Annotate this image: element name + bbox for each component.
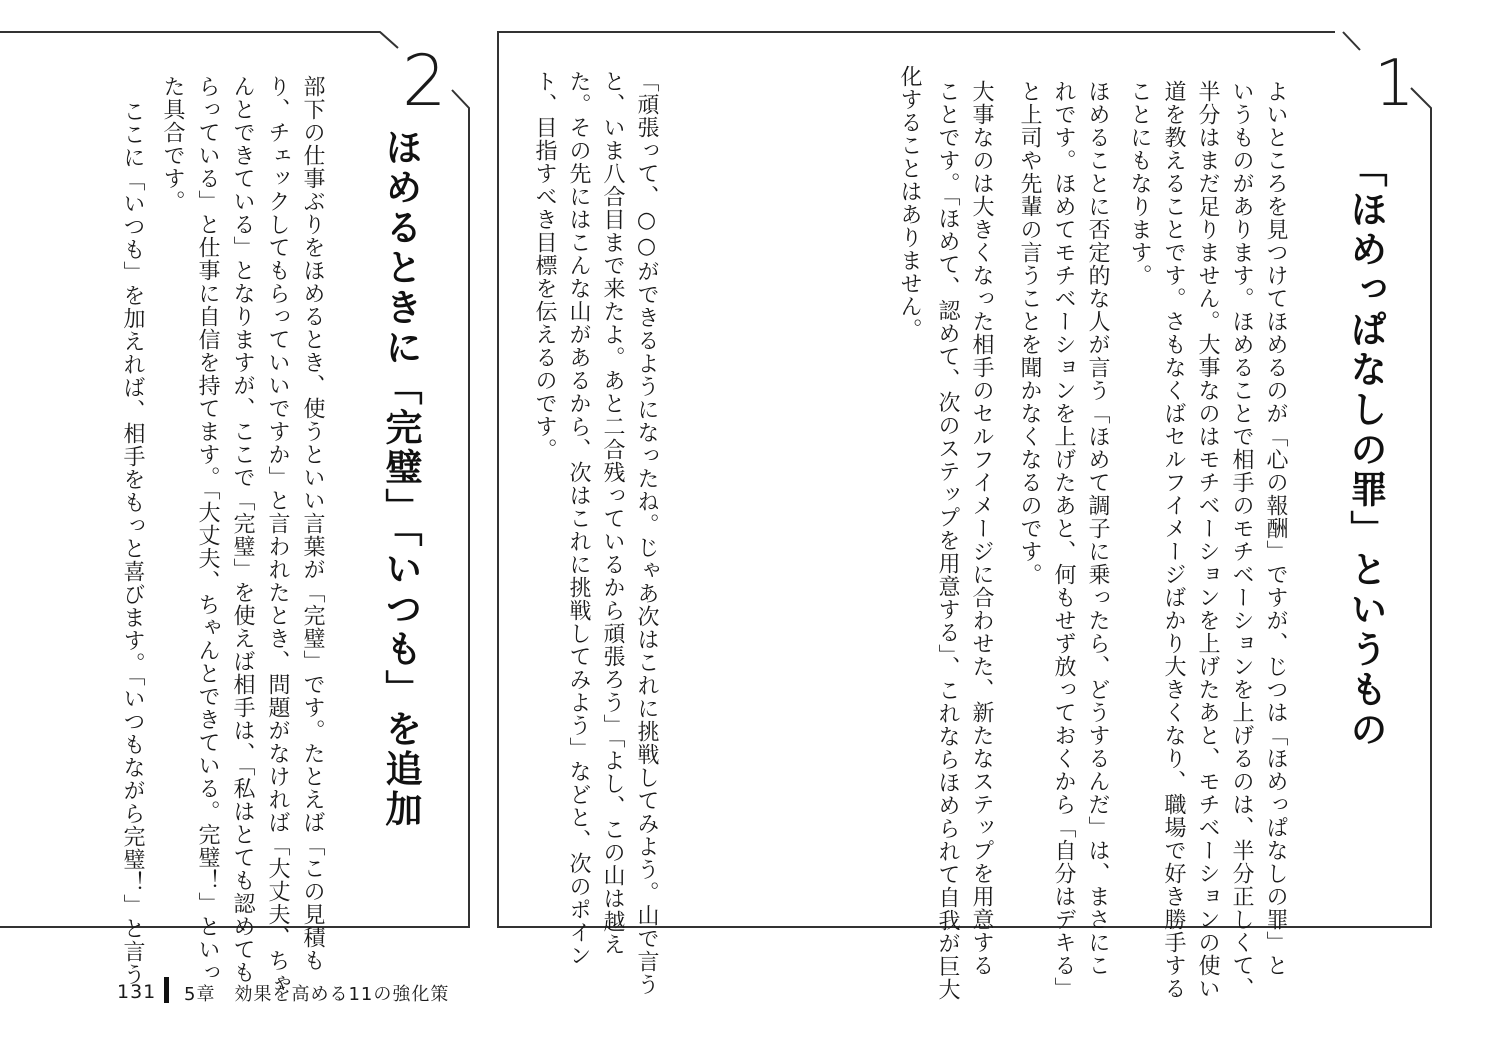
section-1-number: 1 <box>1374 47 1415 121</box>
section-2-number: 2 <box>402 40 447 122</box>
section-1-line: 「頑張って、○○ができるようになったね。じゃあ次はこれに挑戦してみよう。山で言う <box>634 70 659 996</box>
section-2-line: んとできている」となりますが、ここで「完璧」を使えば相手は、「私はとても認めても <box>230 75 255 984</box>
section-1-line: ト、目指すべき目標を伝えるのです。 <box>532 70 557 461</box>
chapter-title: 5章 効果を高める11の強化策 <box>184 984 450 1005</box>
section-1-line: ことにもなります。 <box>1127 80 1152 287</box>
section-1-line: た。その先にはこんな山があるから、次はこれに挑戦してみよう」などと、次のポイン <box>566 70 591 967</box>
section-1-line: よいところを見つけてほめるのが「心の報酬」ですが、じつは「ほめっぱなしの罪」と <box>1263 80 1288 977</box>
section-1-line: 大事なのは大きくなった相手のセルフイメージに合わせた、新たなステップを用意する <box>969 80 994 977</box>
section-2-line: 部下の仕事ぶりをほめるとき、使うといい言葉が「完璧」です。たとえば「この見積も <box>300 75 325 972</box>
section-1-line: と、いま八合目まで来たよ。あと二合残っているから頑張ろう」「よし、この山は越え <box>600 70 625 956</box>
section-1-line: と上司や先輩の言うことを聞かなくなるのです。 <box>1017 80 1042 586</box>
section-2-line: り、チェックしてもらっていいですか」と言われたとき、問題がなければ「大丈夫、ちゃ <box>265 75 290 995</box>
section-1-line: ほめることに否定的な人が言う「ほめて調子に乗ったら、どうするんだ」は、まさにこ <box>1085 80 1110 977</box>
page-number: 131 <box>117 981 157 1003</box>
section-1-line: 化することはありません。 <box>897 65 922 341</box>
section-2-line: た具合です。 <box>160 75 185 213</box>
section-1-line: れです。ほめてモチベーションを上げたあと、何もせず放っておくから「自分はデキる」 <box>1051 80 1076 1000</box>
section-2-line: らっている」と仕事に自信を持てます。「大丈夫、ちゃんとできている。完璧！」といっ <box>195 75 220 984</box>
section-2-heading: ほめるときに「完璧」「いつも」を追加 <box>379 128 422 830</box>
section-1-line: 道を教えることです。さもなくばセルフイメージばかり大きくなり、職場で好き勝手する <box>1161 80 1186 1000</box>
section-2-line: ここに「いつも」を加えれば、相手をもっと喜びます。「いつもながら完璧！」と言う <box>120 100 145 986</box>
section-1-line: ことです。「ほめて、認めて、次のステップを用意する」、これならほめられて自我が巨大 <box>935 80 960 1001</box>
footer-divider <box>164 977 169 1003</box>
section-1-line: 半分はまだ足りません。大事なのはモチベーションを上げたあと、モチベーションの使い <box>1195 80 1220 1000</box>
section-1-heading: 「ほめっぱなしの罪」というもの <box>1344 150 1387 750</box>
section-1-line: いうものがあります。ほめることで相手のモチベーションを上げるのは、半分正しくて、 <box>1229 80 1254 1000</box>
